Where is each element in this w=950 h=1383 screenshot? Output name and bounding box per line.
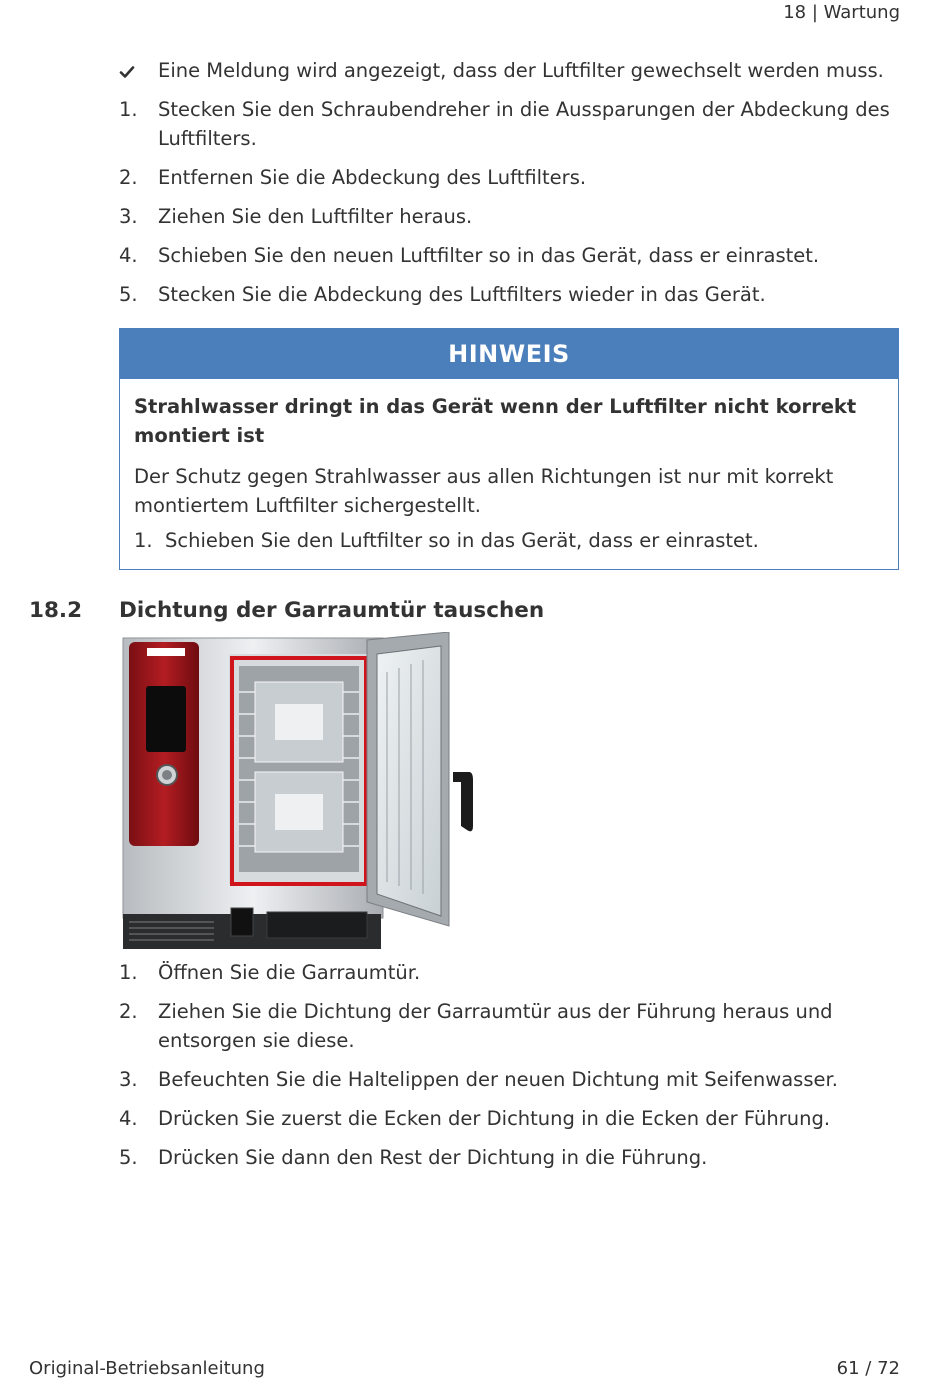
logo-plate [147, 648, 185, 656]
list-item: 4. Schieben Sie den neuen Luftfilter so in das Gerät, dass er einrastet. [119, 243, 820, 267]
notice-box [119, 328, 899, 570]
notice-title: HINWEIS [120, 329, 898, 379]
steps-list-door-seal [119, 959, 900, 1183]
list-item: 4. Drücken Sie zuerst die Ecken der Dichtung in die Ecken der Führung. [119, 1106, 831, 1130]
section-title: Dichtung der Garraumtür tauschen [119, 598, 545, 623]
result-text: Eine Meldung wird angezeigt, dass der Luftfilter gewechselt werden muss. [158, 59, 884, 82]
list-item: 5. Drücken Sie dann den Rest der Dichtung in die Führung. [119, 1145, 708, 1169]
list-item: 3. Befeuchten Sie die Haltelippen der neuen Dichtung mit Seifenwasser. [119, 1067, 838, 1091]
section-number: 18.2 [29, 598, 83, 623]
steps-list-air-filter [119, 57, 900, 320]
oven-illustration [119, 632, 479, 952]
list-item: 2. Ziehen Sie die Dichtung der Garraumtür aus der Führung heraus und entsorgen sie diese. [119, 1000, 833, 1052]
door-handle [453, 772, 473, 831]
notice-step: 1. Schieben Sie den Luftfilter so in das Gerät, dass er einrastet. [134, 529, 759, 552]
list-item: 1. Stecken Sie den Schraubendreher in die Aussparungen der Abdeckung des Luftfilters. [119, 98, 890, 150]
checkmark-icon [119, 64, 135, 80]
list-item: 2. Entfernen Sie die Abdeckung des Luftfilters. [119, 165, 587, 189]
list-item: 1. Öffnen Sie die Garraumtür. [119, 961, 421, 984]
list-item: 3. Ziehen Sie den Luftfilter heraus. [119, 204, 473, 228]
notice-text: Der Schutz gegen Strahlwasser aus allen Richtungen ist nur mit korrekt montiertem Luftfilter sichergestellt. [134, 465, 834, 517]
list-item-result [119, 57, 900, 86]
drawer [231, 908, 253, 936]
page-number: 61 / 72 [836, 1358, 900, 1379]
running-header: 18 | Wartung [783, 2, 900, 23]
notice-headline: Strahlwasser dringt in das Gerät wenn der Luftfilter nicht korrekt montiert ist [134, 395, 857, 447]
footer-title: Original-Betriebsanleitung [29, 1358, 265, 1379]
drawer-slot [267, 912, 367, 938]
list-item: 5. Stecken Sie die Abdeckung des Luftfilters wieder in das Gerät. [119, 282, 766, 306]
display-screen [146, 686, 186, 752]
